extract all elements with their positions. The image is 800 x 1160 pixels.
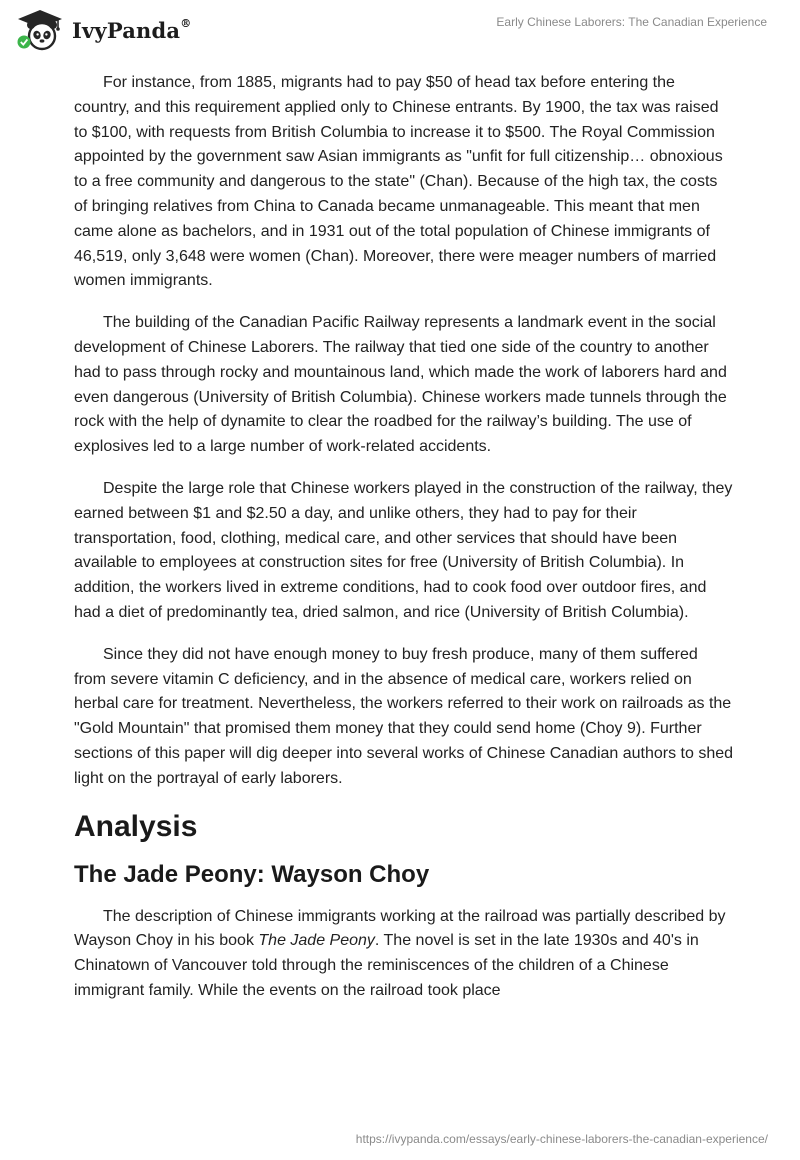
paragraph-head-tax: For instance, from 1885, migrants had to pay $50 of head tax before entering the country, and this requirement applied only to Chinese entrants. By 1900, the tax was raised to $100, with requests from British Columbia to increase it to $500. The Royal Commission appointed by the government saw Asian immigrants as "unfit for full citizenship… obnoxious to a free community and dangerous to the state" (Chan). Because of the high tax, the costs of bringing relatives from China to Canada became unmanageable. This meant that men came alone as bachelors, and in 1931 out of the total population of Chinese immigrants of 46,519, only 3,648 were women (Chan). Moreover, there were meager numbers of married women immigrants. — [74, 74, 723, 290]
essay-body — [74, 71, 734, 1021]
ivypanda-logo[interactable] — [14, 8, 191, 52]
paragraph-text-end: . The novel is set in the late 1930s and 40's in Chinatown of Vancouver told through the reminiscences of the children of a Chinese immigrant family. While the events on the railroad took place — [74, 932, 699, 999]
logo-wordmark: IvyPanda® — [72, 16, 192, 43]
book-title: The Jade Peony — [258, 932, 375, 950]
page-header — [0, 0, 800, 64]
paragraph-jade-peony — [74, 905, 734, 1004]
heading-jade-peony: The Jade Peony: Wayson Choy — [74, 860, 430, 888]
paragraph-text-start: The description of Chinese immigrants working at the railroad was partially described by Wayson Choy in his book — [74, 907, 726, 950]
panda-logo-icon — [14, 8, 66, 52]
source-url[interactable]: https://ivypanda.com/essays/early-chinese-laborers-the-canadian-experience/ — [355, 1132, 768, 1146]
paragraph-vitamin-deficiency: Since they did not have enough money to buy fresh produce, many of them suffered from severe vitamin C deficiency, and in the absence of medical care, workers relied on herbal care for treatment. Nevertheless, the workers referred to their work on railroads as the "Gold Mountain" that promised them money that they could send home (Choy 9). Further sections of this paper will dig deeper into several works of Chinese Canadian authors to shed light on the portrayal of early laborers. — [74, 645, 734, 787]
document-title: Early Chinese Laborers: The Canadian Experience — [496, 15, 767, 29]
paragraph-wages: Despite the large role that Chinese workers played in the construction of the railway, they earned between $1 and $2.50 a day, and unlike others, they had to pay for their transportation, food, clothing, medical care, and other services that should have been available to employees at construction sites for free (University of British Columbia). In addition, the workers lived in extreme conditions, had to cook food over outdoor fires, and had a diet of predominantly tea, dried salmon, and rice (University of British Columbia). — [74, 479, 733, 621]
heading-analysis: Analysis — [74, 809, 198, 843]
paragraph-railway: The building of the Canadian Pacific Railway represents a landmark event in the social development of Chinese Laborers. The railway that tied one side of the country to another had to pass through rocky and mountainous land, which made the work of laborers hard and even dangerous (University of British Columbia). Chinese workers made tunnels through the rock with the help of dynamite to clear the roadbed for the railway’s building. The use of explosives led to a large number of work-related accidents. — [74, 314, 727, 456]
